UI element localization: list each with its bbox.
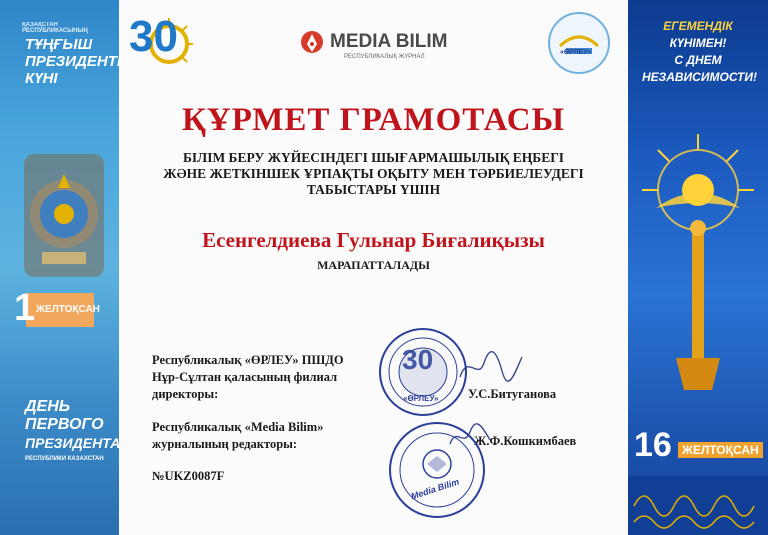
right-banner: [628, 0, 768, 535]
orleu-logo-label: «ӨРЛЕУ»: [560, 49, 592, 56]
left-banner-bottom-line1: ДЕНЬ: [25, 398, 71, 415]
media-bilim-org-line-1: Республикалық «Media Bilim»: [152, 420, 324, 434]
signature-block-orleu: [152, 352, 344, 403]
left-banner-top-line2: ПРЕЗИДЕНТІ: [25, 53, 122, 70]
thirty-logo-text: 30: [129, 12, 178, 61]
media-bilim-stamp-text: Media Bilim: [409, 476, 461, 502]
orleu-stamp-center: 30: [402, 344, 434, 375]
subtitle-line-3: ТАБЫСТАРЫ ҮШІН: [306, 182, 441, 197]
orleu-signer-name: У.С.Битуганова: [468, 387, 557, 401]
left-banner-bottom-line2: ПЕРВОГО: [25, 416, 104, 433]
orleu-org-line-1: Республикалық «ӨРЛЕУ» ПШДО: [152, 353, 344, 367]
media-bilim-round-stamp: [387, 420, 487, 520]
media-bilim-org-line-2: журналының редакторы:: [152, 437, 298, 451]
right-banner-greeting: [642, 18, 757, 86]
brand-name: MEDIA BILIM: [330, 31, 448, 52]
left-banner-top-line1: ТҰҢҒЫШ: [25, 36, 93, 53]
right-date-badge: [634, 426, 762, 464]
brand-subtitle: РЕСПУБЛИКАЛЫҚ ЖУРНАЛ: [344, 54, 425, 60]
right-banner-line1: ЕГЕМЕНДІК: [663, 19, 733, 33]
right-date-month: ЖЕЛТОҚСАН: [678, 442, 763, 458]
certificate-number: №UKZ0087F: [152, 469, 225, 483]
left-banner-top-small: ҚАЗАҚСТАН РЕСПУБЛИКАСЫНЫҢ: [22, 22, 88, 34]
left-date-badge: [14, 287, 100, 329]
left-date-month: ЖЕЛТОҚСАН: [36, 304, 100, 315]
certificate-title: ҚҰРМЕТ ГРАМОТАСЫ: [181, 102, 566, 138]
left-banner-bottom-small: РЕСПУБЛИКИ КАЗАХСТАН: [25, 456, 104, 462]
awarded-label: МАРАПАТТАЛАДЫ: [317, 258, 430, 272]
orleu-logo: [546, 10, 612, 76]
left-banner: [0, 0, 122, 535]
subtitle-line-2: ЖӘНЕ ЖЕТКІНШЕК ҰРПАҚТЫ ОҚЫТУ МЕН ТӘРБИЕЛЕУДЕГІ: [163, 166, 584, 181]
orleu-org-line-2: Нұр-Сұлтан қаласының филиал: [152, 370, 338, 384]
left-banner-bottom-line3: ПРЕЗИДЕНТА: [25, 435, 121, 451]
left-banner-top-line3: КҮНІ: [25, 70, 58, 87]
orleu-stamp-label: «ӨРЛЕУ»: [403, 394, 439, 403]
right-banner-line3: С ДНЕМ: [674, 53, 722, 67]
orleu-org-line-3: директоры:: [152, 387, 219, 401]
recipient-name: Есенгелдиева Гульнар Биғалиқызы: [202, 228, 545, 252]
independence-monument-graphic: [636, 128, 760, 398]
right-date-number: 16: [634, 426, 672, 464]
ornament-border: [628, 476, 768, 535]
pen-nib-icon: [300, 30, 324, 58]
subtitle-line-1: БІЛІМ БЕРУ ЖҮЙЕСІНДЕГІ ШЫҒАРМАШЫЛЫҚ ЕҢБЕГІ: [182, 150, 565, 165]
right-banner-line2: КҮНІМЕН!: [669, 36, 727, 50]
certificate-body: [119, 0, 628, 535]
signature-block-media-bilim: [152, 419, 323, 453]
coat-of-arms-emblem: [18, 148, 110, 283]
left-date-number: 1: [14, 287, 36, 329]
certificate-subtitle: [119, 150, 628, 198]
right-banner-line4: НЕЗАВИСИМОСТИ!: [642, 70, 757, 84]
media-bilim-signer-name: Ж.Ф.Кошкимбаев: [474, 434, 577, 448]
